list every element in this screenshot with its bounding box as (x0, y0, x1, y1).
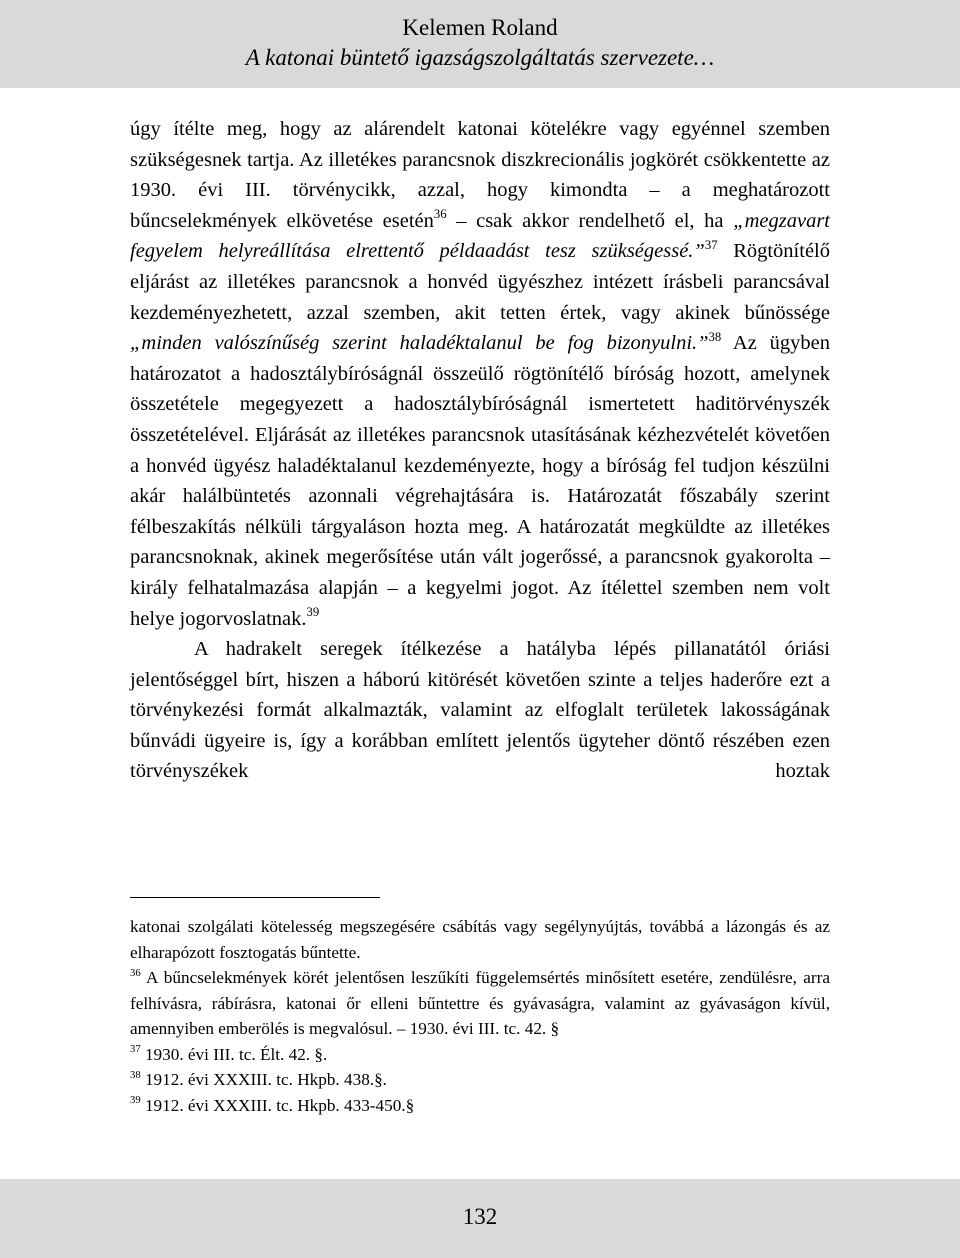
body-text (130, 114, 830, 787)
quote-2: „minden valószínűség szerint haladéktalanul be fog bizonyulni.” (130, 332, 709, 355)
footnote-separator (130, 897, 380, 898)
footnote-39 (130, 1093, 830, 1119)
footnote-38-number: 38 (130, 1069, 141, 1081)
footnote-ref-39: 39 (306, 605, 320, 620)
header-author: Kelemen Roland (402, 15, 558, 40)
page-number: 132 (462, 1204, 498, 1229)
footnote-39-number: 39 (130, 1095, 141, 1107)
footnote-39-text: 1912. évi XXXIII. tc. Hkpb. 433-450.§ (140, 1095, 415, 1115)
footnote-37 (130, 1042, 830, 1068)
footnote-ref-37: 37 (704, 237, 718, 252)
paragraph-1-text-2: – csak akkor rendelhető el, ha (446, 209, 734, 232)
footnote-36-number: 36 (130, 967, 141, 979)
paragraph-1-text-4: Az ügyben határozatot a hadosztálybíróságnál összeülő rögtönítélő bíróság hozott, amelynek összetétele megegyezett a hadosztálybíróságnál ismertetett haditörvényszék összetételével. Eljárását az illetékes parancsnok utasításának kézhezvételét követően a honvéd ügyész haladéktalanul kezdeményezte, hogy a bíróság fel tudjon készülni akár halálbüntetés azonnali végrehajtására is. Határozatát főszabály szerint félbeszakítás nélküli tárgyaláson hozta meg. A határozatát megküldte az illetékes parancsnoknak, akinek megerősítése után vált jogerőssé, a parancsnok gyakorolta – király felhatalmazása alapján – a kegyelmi jogot. Az ítélettel szemben nem volt helye jogorvoslatnak. (130, 332, 830, 630)
paragraph-2: A hadrakelt seregek ítélkezése a hatályba lépés pillanatától óriási jelentőséggel bírt, hiszen a háború kitörését követően szinte a teljes haderőre ezt a törvénykezési formát alkalmazták, valamint az elfoglalt területek lakosságának bűnvádi ügyeire is, így a korábban említett jelentős ügyteher döntő részében ezen törvényszékek hoztak (130, 638, 830, 783)
footnote-37-text: 1930. évi III. tc. Élt. 42. §. (140, 1044, 328, 1064)
paragraph-1 (130, 114, 830, 634)
footnote-38-text: 1912. évi XXXIII. tc. Hkpb. 438.§. (140, 1070, 387, 1089)
footnote-36-text: A bűncselekmények körét jelentősen leszűkíti függelemsértés minősített esetére, zendülésre, arra felhívásra, rábírásra, katonai őr elleni bűntettre és gyávaságra, valamint az gyávaságon kívül, amennyiben emberölés is megvalósul. – 1930. évi III. tc. 42. § (130, 968, 830, 1038)
footnote-37-number: 37 (130, 1044, 141, 1056)
running-header (0, 0, 960, 88)
footnote-continuation: katonai szolgálati kötelesség megszegésére csábítás vagy segélynyújtás, továbbá a lázongás és az elharapózott fosztogatás bűntette. (130, 917, 830, 962)
footnote-38 (130, 1067, 830, 1093)
footnote-ref-36: 36 (433, 207, 447, 222)
paragraph-1-text-3: Rögtönítélő eljárást az illetékes parancsnok a honvéd ügyészhez intézett írásbeli parancsával kezdeményezhetett, azzal szemben, akit tetten értek, vagy akinek bűnössége (130, 240, 830, 324)
quote-1: „megzavart fegyelem helyreállítása elrettentő példaadást tesz szükségessé.” (130, 209, 830, 263)
header-subtitle: A katonai büntető igazságszolgáltatás szervezete… (245, 45, 715, 70)
paragraph-1-text-1: úgy ítélte meg, hogy az alárendelt katonai kötelékre vagy egyénnel szemben szükségesnek tartja. Az illetékes parancsnok diszkrecionális jogkörét csökkentette az 1930. évi III. törvénycikk, azzal, hogy kimondta – a meghatározott bűncselekmények elkövetése esetén (130, 118, 830, 232)
footnote-36 (130, 965, 830, 1042)
footnotes (130, 914, 830, 1118)
page-footer (0, 1179, 960, 1258)
footnote-ref-38: 38 (708, 329, 722, 344)
